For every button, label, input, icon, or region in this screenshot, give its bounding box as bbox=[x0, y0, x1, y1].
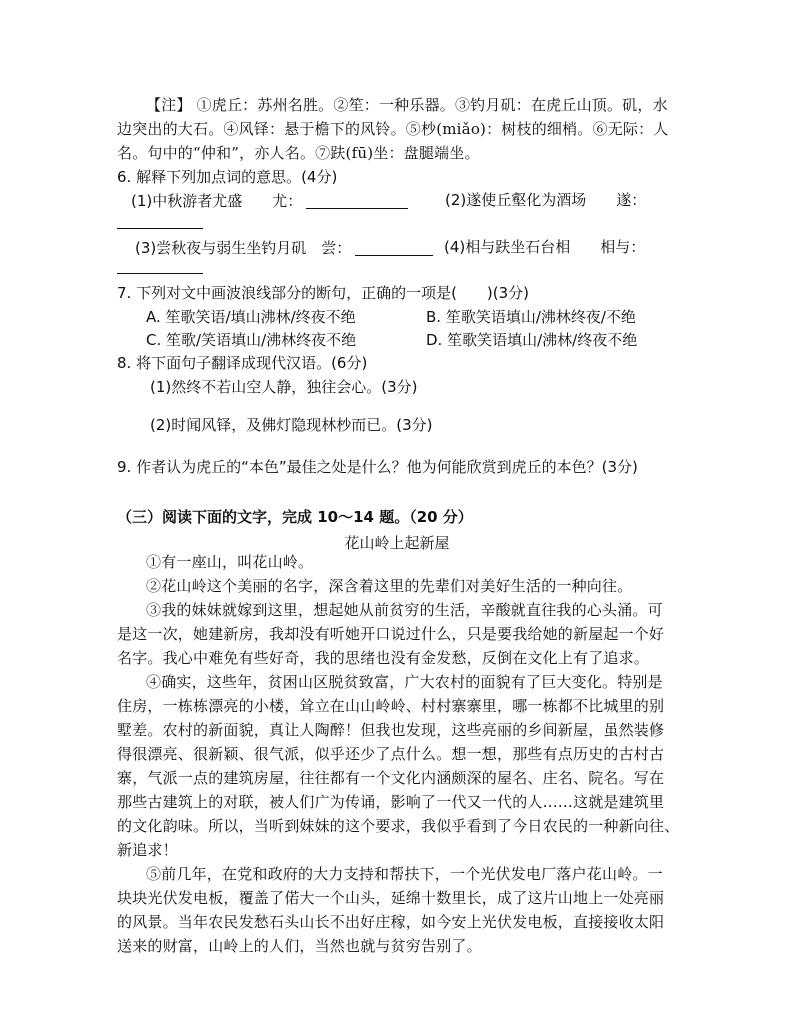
q8-stem: 8. 将下面句子翻译成现代汉语。(6分) bbox=[117, 354, 368, 372]
q7-stem: 7. 下列对文中画波浪线部分的断句，正确的一项是( )(3分) bbox=[117, 284, 530, 302]
q9-stem: 9. 作者认为虎丘的“本色”最佳之处是什么？他为何能欣赏到虎丘的本色？(3分) bbox=[117, 458, 638, 476]
article-para-4-line-1: ④确实，这些年，贫困山区脱贫致富，广大农村的面貌有了巨大变化。特别是 bbox=[146, 673, 663, 691]
answer-blank[interactable] bbox=[355, 240, 433, 256]
article-para-3-line-3: 名字。我心中难免有些好奇，我的思绪也没有金发愁，反倒在文化上有了追求。 bbox=[117, 649, 650, 667]
q7-option-d: D. 笙歌笑语填山/沸林/终夜不绝 bbox=[426, 331, 638, 349]
article-title: 花山岭上起新屋 bbox=[344, 534, 450, 552]
answer-blank[interactable] bbox=[117, 228, 203, 229]
article-para-4-line-3: 墅差。农村的新面貌，真让人陶醉！但我也发现，这些亮丽的乡间新屋，虽然装修 bbox=[117, 721, 665, 739]
article-para-4-line-6: 那些古建筑上的对联，被人们广为传诵，影响了一代又一代的人……这就是建筑里 bbox=[117, 793, 665, 811]
q6-item-4: (4)相与趺坐石台相 相与： bbox=[444, 238, 646, 256]
q7-option-b: B. 笙歌笑语填山/沸林终夜/不绝 bbox=[426, 308, 636, 326]
q6-item-1 bbox=[131, 193, 408, 209]
note-line-1: 【注】 ①虎丘：苏州名胜。②笙：一种乐器。③钓月矶：在虎丘山顶。矶，水 bbox=[146, 96, 668, 114]
q6-item-2: (2)遂使丘壑化为酒场 遂： bbox=[445, 191, 647, 209]
q7-option-c: C. 笙歌/笑语填山/沸林终夜不绝 bbox=[146, 331, 357, 349]
note-line-3: 名。句中的“仲和”，亦人名。⑦趺(fū)坐：盘腿端坐。 bbox=[117, 144, 480, 162]
q6-item-3-text: (3)尝秋夜与弱生坐钓月矶 尝： bbox=[135, 239, 352, 257]
article-para-3-line-2: 是这一次，她建新房，我却没有听她开口说过什么，只是要我给她的新屋起一个好 bbox=[117, 625, 665, 643]
q6-item-3 bbox=[135, 240, 433, 256]
q8-item-2: (2)时闻风铎，及佛灯隐现林杪而已。(3分) bbox=[150, 416, 433, 434]
article-para-5-line-4: 送来的财富，山岭上的人们，当然也就与贫穷告别了。 bbox=[117, 937, 482, 955]
article-para-5-line-1: ⑤前几年，在党和政府的大力支持和帮扶下，一个光伏发电厂落户花山岭。一 bbox=[146, 865, 663, 883]
article-para-4-line-8: 新追求！ bbox=[117, 841, 178, 859]
q8-item-1: (1)然终不若山空人静，独往会心。(3分) bbox=[150, 378, 418, 396]
section-heading: （三）阅读下面的文字，完成 10～14 题。（20 分） bbox=[117, 508, 473, 526]
q6-stem: 6. 解释下列加点词的意思。(4分) bbox=[117, 168, 338, 186]
article-para-5-line-3: 的风景。当年农民发愁石头山长不出好庄稼，如今安上光伏发电板，直接接收太阳 bbox=[117, 913, 665, 931]
article-para-5-line-2: 块块光伏发电板，覆盖了偌大一个山头，延绵十数里长，成了这片山地上一处亮丽 bbox=[117, 889, 665, 907]
q6-item-1-text: (1)中秋游者尤盛 尤： bbox=[131, 192, 303, 210]
answer-blank[interactable] bbox=[306, 193, 408, 209]
article-para-2: ②花山岭这个美丽的名字，深含着这里的先辈们对美好生活的一种向往。 bbox=[146, 577, 633, 595]
article-para-4-line-4: 得很漂亮、很新颖、很气派，似乎还少了点什么。想一想，那些有点历史的古村古 bbox=[117, 745, 665, 763]
article-para-4-line-2: 住房，一栋栋漂亮的小楼，耸立在山山岭岭、村村寨寨里，哪一栋都不比城里的别 bbox=[117, 697, 665, 715]
article-para-4-line-5: 寨，气派一点的建筑房屋，往往都有一个文化内涵颇深的屋名、庄名、院名。写在 bbox=[117, 769, 665, 787]
answer-blank[interactable] bbox=[117, 273, 203, 274]
article-para-3-line-1: ③我的妹妹就嫁到这里，想起她从前贫穷的生活，辛酸就直往我的心头涌。可 bbox=[146, 601, 663, 619]
q7-option-a: A. 笙歌笑语/填山沸林/终夜不绝 bbox=[146, 308, 356, 326]
article-para-1: ①有一座山，叫花山岭。 bbox=[146, 553, 314, 571]
article-para-4-line-7: 的文化韵味。所以，当听到妹妹的这个要求，我似乎看到了今日农民的一种新向往、 bbox=[117, 817, 680, 835]
note-line-2: 边突出的大石。④风铎：悬于檐下的风铃。⑤杪(miǎo)：树枝的细梢。⑥无际：人 bbox=[117, 120, 669, 138]
